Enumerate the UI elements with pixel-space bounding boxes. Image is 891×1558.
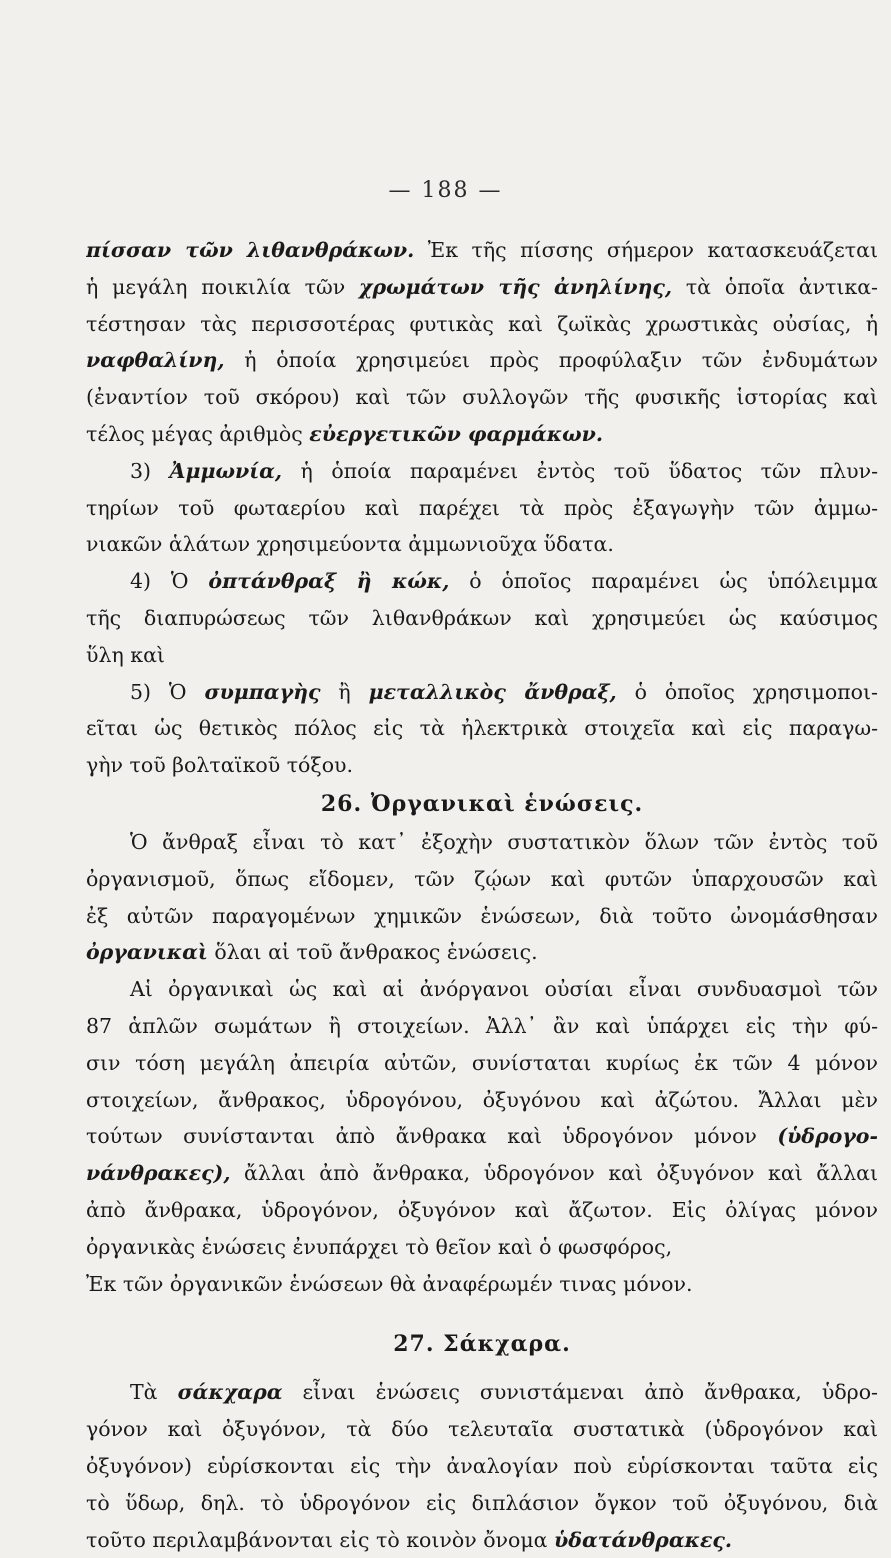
text-line: τηρίων τοῦ φωταερίου καὶ παρέχει τὰ πρὸς ἐξαγωγὴν τῶν ἀμμω-: [86, 490, 878, 527]
line-text: ὁ ὁποῖος χρησιμοποι-: [617, 680, 878, 704]
text-line: ὀργανικὰς ἑνώσεις ἐνυπάρχει τὸ θεῖον καὶ ὁ φωσφόρος,: [86, 1229, 878, 1266]
emphasis: σάκχαρα: [178, 1380, 283, 1404]
text-line: ὀξυγόνον) εὑρίσκονται εἰς τὴν ἀναλογίαν ποὺ εὑρίσκονται ταῦτα εἰς: [86, 1448, 878, 1485]
text-line: (ἐναντίον τοῦ σκόρου) καὶ τῶν συλλογῶν τῆς φυσικῆς ἱστορίας καὶ: [86, 379, 878, 416]
line-text: εἶναι ἑνώσεις συνιστάμεναι ἀπὸ ἄνθρακα, ὑδρο-: [283, 1380, 878, 1404]
section-heading: 26. Ὀργανικαὶ ἑνώσεις.: [86, 784, 878, 824]
emphasis: ὀργανικαὶ: [86, 940, 208, 964]
text-line: τέστησαν τὰς περισσοτέρας φυτικὰς καὶ ζωϊκὰς χρωστικὰς οὐσίας, ἡ: [86, 306, 878, 343]
text-line: Ὁ ἄνθραξ εἶναι τὸ κατ᾿ ἐξοχὴν συστατικὸν ὅλων τῶν ἐντὸς τοῦ: [86, 824, 878, 861]
text-line: [86, 453, 878, 490]
emphasis: εὐεργετικῶν φαρμάκων.: [309, 422, 603, 446]
emphasis: συμπαγὴς: [204, 680, 320, 704]
emphasis: ὀπτάνθραξ ἢ κώκ,: [208, 569, 449, 593]
page-number: — 188 —: [0, 178, 891, 203]
text-line: [86, 674, 878, 711]
line-text: τοῦτο περιλαμβάνονται εἰς τὸ κοινὸν ὄνομα: [86, 1528, 554, 1552]
text-line: [86, 232, 878, 269]
line-text: ἡ μεγάλη ποικιλία τῶν: [86, 275, 359, 299]
text-line: ὀργανισμοῦ, ὅπως εἴδομεν, τῶν ζῴων καὶ φυτῶν ὑπαρχουσῶν καὶ: [86, 861, 878, 898]
text-line: τὸ ὕδωρ, δηλ. τὸ ὑδρογόνον εἰς διπλάσιον ὄγκον τοῦ ὀξυγόνου, διὰ: [86, 1485, 878, 1522]
text-line: ἀπὸ ἄνθρακα, ὑδρογόνον, ὀξυγόνον καὶ ἄζωτον. Εἰς ὀλίγας μόνον: [86, 1192, 878, 1229]
line-text: ὅλαι αἱ τοῦ ἄνθρακος ἑνώσεις.: [208, 940, 538, 964]
text-line: 87 ἁπλῶν σωμάτων ἢ στοιχείων. Ἀλλ᾿ ἂν καὶ ὑπάρχει εἰς τὴν φύ-: [86, 1008, 878, 1045]
line-text: τέλος μέγας ἀριθμὸς: [86, 422, 309, 446]
text-line: [86, 1118, 878, 1155]
line-text: ὁ ὁποῖος παραμένει ὡς ὑπόλειμμα: [449, 569, 878, 593]
emphasis: ὑδατάνθρακες.: [554, 1528, 732, 1552]
body-text: [86, 232, 878, 1558]
text-line: τῆς διαπυρώσεως τῶν λιθανθράκων καὶ χρησιμεύει ὡς καύσιμος: [86, 600, 878, 637]
text-line: στοιχείων, ἄνθρακος, ὑδρογόνου, ὀξυγόνου καὶ ἀζώτου. Ἄλλαι μὲν: [86, 1082, 878, 1119]
text-line: νιακῶν ἁλάτων χρησιμεύοντα ἀμμωνιοῦχα ὕδατα.: [86, 526, 878, 563]
text-line: [86, 1374, 878, 1411]
emphasis: νάνθρακες),: [86, 1161, 230, 1185]
emphasis: χρωμάτων τῆς ἀνηλίνης,: [359, 275, 672, 299]
text-line: [86, 269, 878, 306]
line-text: τούτων συνίστανται ἀπὸ ἄνθρακα καὶ ὑδρογόνον μόνον: [86, 1124, 777, 1148]
text-line: ἐξ αὐτῶν παραγομένων χημικῶν ἑνώσεων, διὰ τοῦτο ὠνομάσθησαν: [86, 898, 878, 935]
line-text: Τὰ: [130, 1380, 178, 1404]
line-text: ἡ ὁποία χρησιμεύει πρὸς προφύλαξιν τῶν ἐνδυμάτων: [225, 348, 878, 372]
emphasis: Ἀμμωνία,: [170, 459, 283, 483]
line-text: 4) Ὁ: [130, 569, 208, 593]
text-line: σιν τόση μεγάλη ἀπειρία αὐτῶν, συνίσταται κυρίως ἐκ τῶν 4 μόνον: [86, 1045, 878, 1082]
line-text: ἄλλαι ἀπὸ ἄνθρακα, ὑδρογόνον καὶ ὀξυγόνον καὶ ἄλλαι: [230, 1161, 878, 1185]
line-text: Ἐκ τῆς πίσσης σήμερον κατασκευάζεται: [414, 238, 878, 262]
text-line: Ἐκ τῶν ὀργανικῶν ἑνώσεων θὰ ἀναφέρωμέν τινας μόνον.: [86, 1266, 878, 1303]
text-line: [86, 934, 878, 971]
text-line: [86, 563, 878, 600]
text-line: [86, 1522, 878, 1558]
text-line: γὴν τοῦ βολταϊκοῦ τόξου.: [86, 747, 878, 784]
line-text: 5) Ὁ: [130, 680, 204, 704]
emphasis: ναφθαλίνη,: [86, 348, 225, 372]
text-line: [86, 1155, 878, 1192]
emphasis: πίσσαν τῶν λιθανθράκων.: [86, 238, 414, 262]
text-line: Αἱ ὀργανικαὶ ὡς καὶ αἱ ἀνόργανοι οὐσίαι εἶναι συνδυασμοὶ τῶν: [86, 971, 878, 1008]
section-heading: 27. Σάκχαρα.: [86, 1324, 878, 1364]
line-text: 3): [130, 459, 170, 483]
line-text: ἢ: [321, 680, 369, 704]
text-line: ὕλη καὶ: [86, 637, 878, 674]
text-line: εῖται ὡς θετικὸς πόλος εἰς τὰ ἠλεκτρικὰ στοιχεῖα καὶ εἰς παραγω-: [86, 710, 878, 747]
emphasis: μεταλλικὸς ἄνθραξ,: [369, 680, 617, 704]
line-text: ἡ ὁποία παραμένει ἐντὸς τοῦ ὕδατος τῶν πλυν-: [282, 459, 878, 483]
text-line: γόνον καὶ ὀξυγόνον, τὰ δύο τελευταῖα συστατικὰ (ὑδρογόνον καὶ: [86, 1411, 878, 1448]
text-line: [86, 416, 878, 453]
emphasis: (ὑδρογο-: [777, 1124, 878, 1148]
line-text: τὰ ὁποῖα ἀντικα-: [672, 275, 878, 299]
text-line: [86, 342, 878, 379]
